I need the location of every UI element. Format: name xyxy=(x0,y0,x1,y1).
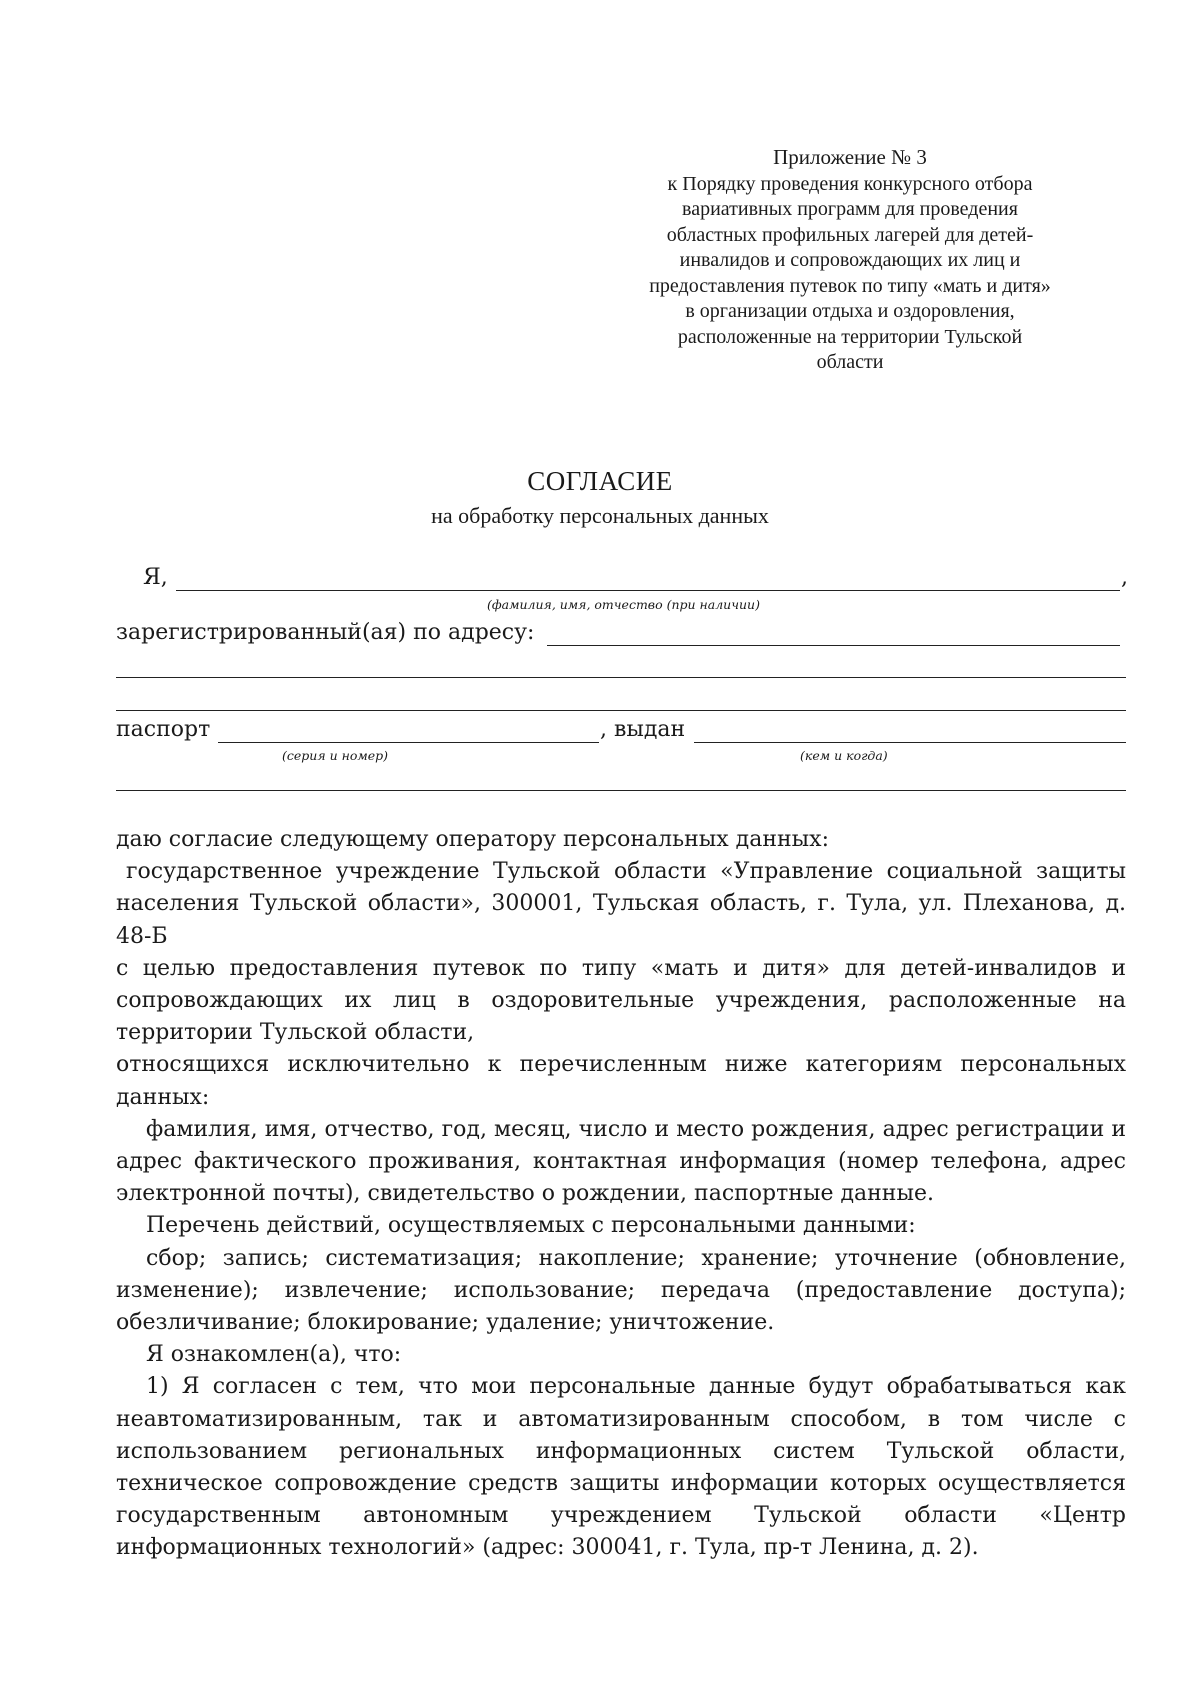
appendix-line: к Порядку проведения конкурсного отбора xyxy=(667,172,1033,195)
consent-body xyxy=(116,824,1126,1565)
appendix-line: вариативных программ для проведения xyxy=(682,198,1018,220)
consent-intro: даю согласие следующему оператору персональных данных: xyxy=(116,827,829,852)
categories-intro: относящихся исключительно к перечисленным ниже категориям персональных данных: xyxy=(116,1052,1126,1110)
address-field-line-2[interactable] xyxy=(116,677,1126,678)
document-subtitle: на обработку персональных данных xyxy=(431,503,769,528)
name-line-comma: , xyxy=(1121,565,1128,590)
passport-label: паспорт xyxy=(116,717,211,742)
item-1-paragraph: 1) Я согласен с тем, что мои персональные данные будут обрабатываться как неавтоматизированным, так и автоматизированным способом, в том числе с использованием региональных информационных систем Тульской области, техническое сопровождение средств защиты информации которых осуществляется государственным автономным учреждением Тульской области «Центр информационных технологий» (адрес: 300041, г. Тула, пр-т Ленина, д. 2). xyxy=(116,1374,1126,1561)
appendix-line: областных профильных лагерей для детей- xyxy=(666,223,1034,246)
appendix-line: области xyxy=(816,351,884,373)
appendix-line: расположенные на территории Тульской xyxy=(677,325,1023,348)
full-name-caption: (фамилия, имя, отчество (при наличии) xyxy=(487,597,760,612)
i-label: Я, xyxy=(143,565,168,590)
purpose-paragraph: с целью предоставления путевок по типу «мать и дитя» для детей-инвалидов и сопровождающих их лиц в оздоровительные учреждения, расположенные на территории Тульской области, xyxy=(116,955,1126,1046)
acquainted-line: Я ознакомлен(а), что: xyxy=(146,1342,402,1368)
issued-caption: (кем и когда) xyxy=(800,748,888,763)
appendix-number: Приложение № 3 xyxy=(773,145,927,169)
full-name-field[interactable] xyxy=(176,590,1120,591)
operator-paragraph: государственное учреждение Тульской области «Управление социальной защиты населения Тульской области», 300001, Тульская область, г. Тула, ул. Плеханова, д. 48-Б xyxy=(116,859,1126,949)
appendix-line: в организации отдыха и оздоровления, xyxy=(685,300,1015,322)
passport-series-number-field[interactable] xyxy=(218,742,599,743)
issued-label: , выдан xyxy=(600,717,686,742)
actions-intro: Перечень действий, осуществляемых с персональными данными: xyxy=(146,1213,916,1239)
actions-paragraph: сбор; запись; систематизация; накопление; хранение; уточнение (обновление, изменение); извлечение; использование; передача (предоставление доступа); обезличивание; блокирование; удаление; уничтожение. xyxy=(116,1245,1126,1336)
address-label: зарегистрированный(ая) по адресу: xyxy=(116,620,535,645)
appendix-line: предоставления путевок по типу «мать и дитя» xyxy=(649,274,1051,297)
document-title: СОГЛАСИЕ xyxy=(527,466,673,496)
address-field-line-3[interactable] xyxy=(116,710,1126,711)
address-field-line-1[interactable] xyxy=(547,645,1120,646)
passport-issued-by-field-line-2[interactable] xyxy=(116,790,1126,791)
passport-caption: (серия и номер) xyxy=(282,748,388,763)
appendix-block xyxy=(600,145,1100,376)
appendix-line: инвалидов и сопровождающих их лиц и xyxy=(679,249,1021,271)
categories-paragraph: фамилия, имя, отчество, год, месяц, число и место рождения, адрес регистрации и адрес фактического проживания, контактная информация (номер телефона, адрес электронной почты), свидетельство о рождении, паспортные данные. xyxy=(116,1116,1126,1207)
passport-issued-by-field[interactable] xyxy=(694,742,1126,743)
